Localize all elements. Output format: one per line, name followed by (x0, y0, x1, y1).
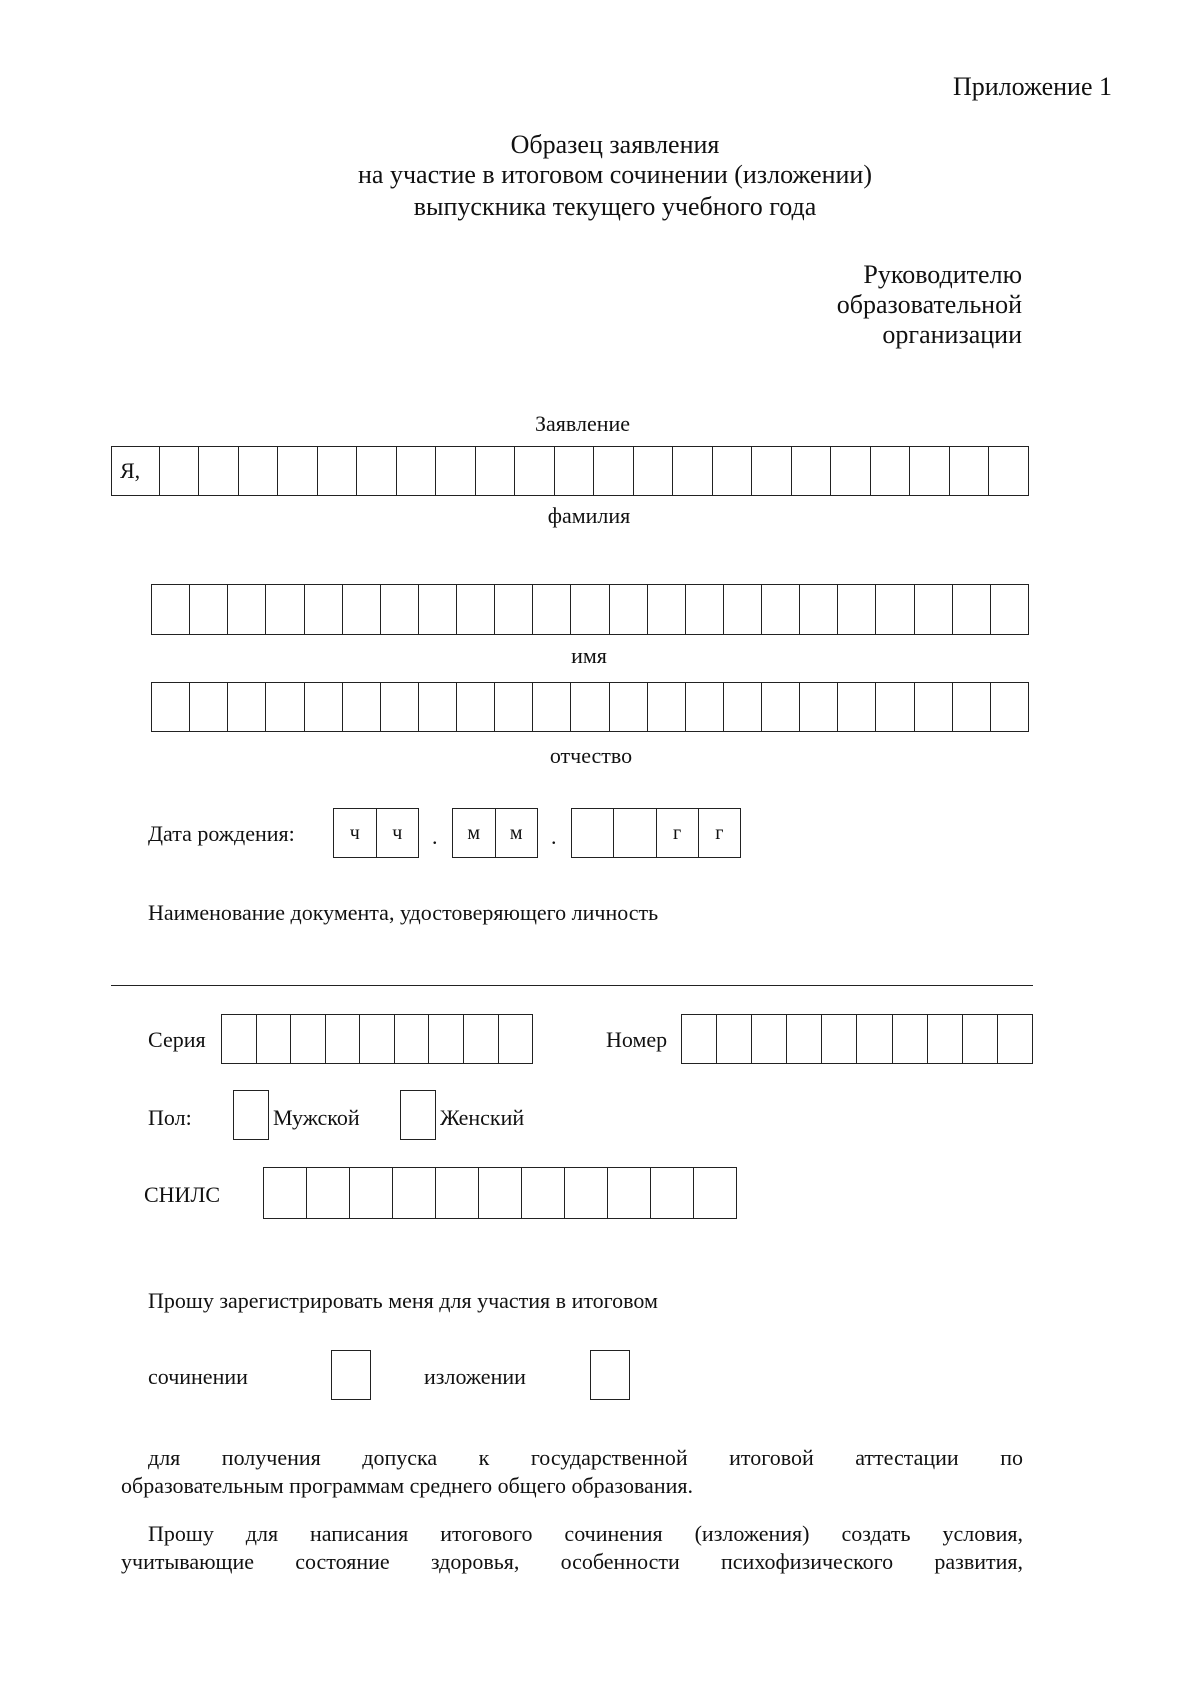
surname-cell[interactable] (792, 447, 832, 495)
application-heading: Заявление (534, 411, 631, 436)
patronymic-cell[interactable] (305, 683, 343, 731)
request-text: Прошу зарегистрировать меня для участия в итоговом (148, 1288, 658, 1313)
birth-year-cell[interactable]: г (657, 809, 699, 857)
addressee-line-3: организации (882, 320, 1022, 349)
series-cell[interactable] (222, 1015, 257, 1063)
patronymic-cell[interactable] (800, 683, 838, 731)
first-name-cell[interactable] (495, 585, 533, 634)
birth-month-cell[interactable]: м (496, 809, 539, 857)
birth-month-cells[interactable] (452, 808, 538, 858)
date-separator: . (432, 824, 438, 849)
first-name-cell[interactable] (381, 585, 419, 634)
conditions-paragraph-line-2: учитывающие состояние здоровья, особенности психофизического развития, (121, 1549, 1023, 1574)
admission-paragraph-line-2: образовательным программам среднего общего образования. (121, 1473, 693, 1498)
first-name-cell[interactable] (800, 585, 838, 634)
surname-cell[interactable] (713, 447, 753, 495)
first-name-cells[interactable] (151, 584, 1029, 635)
patronymic-cell[interactable] (991, 683, 1029, 731)
surname-cell[interactable] (752, 447, 792, 495)
series-cell[interactable] (464, 1015, 499, 1063)
surname-cell[interactable] (476, 447, 516, 495)
patronymic-cell[interactable] (686, 683, 724, 731)
form-title-line-3: выпускника текущего учебного года (413, 192, 817, 221)
surname-cell[interactable] (950, 447, 990, 495)
snils-cell[interactable] (651, 1168, 694, 1218)
series-cells[interactable] (221, 1014, 533, 1064)
snils-cell[interactable] (479, 1168, 522, 1218)
birth-day-cell[interactable]: ч (334, 809, 377, 857)
series-cell[interactable] (291, 1015, 326, 1063)
snils-cell[interactable] (436, 1168, 479, 1218)
conditions-paragraph-line-1: Прошу для написания итогового сочинения (изложения) создать условия, (148, 1521, 1023, 1546)
surname-caption: фамилия (547, 503, 631, 528)
snils-cell[interactable] (694, 1168, 737, 1218)
patronymic-cell[interactable] (457, 683, 495, 731)
gender-label: Пол: (148, 1105, 192, 1130)
surname-cell[interactable] (357, 447, 397, 495)
patronymic-cell[interactable] (266, 683, 304, 731)
first-name-cell[interactable] (915, 585, 953, 634)
patronymic-cell[interactable] (381, 683, 419, 731)
snils-cell[interactable] (565, 1168, 608, 1218)
number-cell[interactable] (717, 1015, 752, 1063)
first-name-cell[interactable] (724, 585, 762, 634)
number-cell[interactable] (822, 1015, 857, 1063)
number-cell[interactable] (893, 1015, 928, 1063)
series-cell[interactable] (429, 1015, 464, 1063)
first-name-cell[interactable] (457, 585, 495, 634)
first-name-cell[interactable] (610, 585, 648, 634)
patronymic-cell[interactable] (762, 683, 800, 731)
birth-year-cell[interactable] (572, 809, 614, 857)
id-document-label: Наименование документа, удостоверяющего личность (148, 900, 659, 925)
date-separator: . (551, 824, 557, 849)
form-title-line-1: Образец заявления (510, 130, 720, 159)
birth-year-cell[interactable]: г (699, 809, 741, 857)
birth-month-cell[interactable]: м (453, 809, 496, 857)
number-cell[interactable] (752, 1015, 787, 1063)
patronymic-caption: отчество (549, 743, 633, 768)
series-cell[interactable] (499, 1015, 534, 1063)
id-document-line[interactable] (111, 985, 1033, 986)
surname-cell[interactable] (160, 447, 200, 495)
surname-cell[interactable] (515, 447, 555, 495)
male-checkbox[interactable] (233, 1090, 269, 1140)
patronymic-cell[interactable] (724, 683, 762, 731)
number-cell[interactable] (928, 1015, 963, 1063)
snils-cell[interactable] (307, 1168, 350, 1218)
surname-cell[interactable] (436, 447, 476, 495)
series-cell[interactable] (326, 1015, 361, 1063)
snils-cell[interactable] (393, 1168, 436, 1218)
series-cell[interactable] (395, 1015, 430, 1063)
number-label: Номер (606, 1027, 668, 1052)
first-name-caption: имя (571, 643, 607, 668)
addressee-line-2: образовательной (836, 290, 1022, 319)
birth-day-cell[interactable]: ч (377, 809, 420, 857)
number-cell[interactable] (963, 1015, 998, 1063)
first-name-cell[interactable] (419, 585, 457, 634)
essay-checkbox[interactable] (331, 1350, 371, 1400)
form-title-line-2: на участие в итоговом сочинении (изложении) (358, 160, 872, 189)
surname-cell[interactable] (910, 447, 950, 495)
patronymic-cell[interactable] (533, 683, 571, 731)
number-cell[interactable] (857, 1015, 892, 1063)
patronymic-cell[interactable] (838, 683, 876, 731)
patronymic-cell[interactable] (876, 683, 914, 731)
surname-cell[interactable] (989, 447, 1029, 495)
addressee-line-1: Руководителю (863, 260, 1022, 289)
series-cell[interactable] (360, 1015, 395, 1063)
birth-year-cell[interactable] (614, 809, 656, 857)
essay-option-label: сочинении (148, 1364, 248, 1389)
snils-cell[interactable] (608, 1168, 651, 1218)
first-name-cell[interactable] (343, 585, 381, 634)
surname-cell[interactable] (594, 447, 634, 495)
birth-date-label: Дата рождения: (148, 821, 295, 846)
surname-cell[interactable] (318, 447, 358, 495)
patronymic-cell[interactable] (152, 683, 190, 731)
patronymic-cell[interactable] (571, 683, 609, 731)
summary-checkbox[interactable] (590, 1350, 630, 1400)
patronymic-cells[interactable] (151, 682, 1029, 732)
patronymic-cell[interactable] (953, 683, 991, 731)
snils-cell[interactable] (350, 1168, 393, 1218)
patronymic-cell[interactable] (915, 683, 953, 731)
snils-cell[interactable] (264, 1168, 307, 1218)
admission-paragraph-line-1: для получения допуска к государственной итоговой аттестации по (148, 1445, 1023, 1470)
first-name-cell[interactable] (762, 585, 800, 634)
first-name-cell[interactable] (571, 585, 609, 634)
number-cells[interactable] (681, 1014, 1033, 1064)
snils-cell[interactable] (522, 1168, 565, 1218)
male-option-label: Мужской (273, 1105, 360, 1130)
first-name-cell[interactable] (838, 585, 876, 634)
first-name-cell[interactable] (266, 585, 304, 634)
number-cell[interactable] (998, 1015, 1033, 1063)
surname-cell[interactable] (397, 447, 437, 495)
surname-cell[interactable] (831, 447, 871, 495)
first-name-cell[interactable] (648, 585, 686, 634)
patronymic-cell[interactable] (495, 683, 533, 731)
series-cell[interactable] (257, 1015, 292, 1063)
number-cell[interactable] (787, 1015, 822, 1063)
series-label: Серия (148, 1027, 206, 1052)
patronymic-cell[interactable] (610, 683, 648, 731)
surname-cell[interactable] (871, 447, 911, 495)
patronymic-cell[interactable] (343, 683, 381, 731)
patronymic-cell[interactable] (648, 683, 686, 731)
surname-cell[interactable] (199, 447, 239, 495)
snils-label: СНИЛС (144, 1182, 221, 1207)
number-cell[interactable] (682, 1015, 717, 1063)
first-name-cell[interactable] (152, 585, 190, 634)
first-name-cell[interactable] (876, 585, 914, 634)
surname-cells[interactable] (111, 446, 1029, 496)
female-checkbox[interactable] (400, 1090, 436, 1140)
birth-day-cells[interactable] (333, 808, 419, 858)
first-name-cell[interactable] (190, 585, 228, 634)
first-name-cell[interactable] (991, 585, 1029, 634)
first-name-cell[interactable] (533, 585, 571, 634)
first-name-cell[interactable] (686, 585, 724, 634)
patronymic-cell[interactable] (419, 683, 457, 731)
surname-cell[interactable] (239, 447, 279, 495)
first-name-cell[interactable] (228, 585, 266, 634)
birth-year-cells[interactable] (571, 808, 741, 858)
first-name-cell[interactable] (305, 585, 343, 634)
name-prefix: Я, (112, 447, 160, 495)
annex-label: Приложение 1 (952, 72, 1112, 101)
summary-option-label: изложении (424, 1364, 526, 1389)
snils-cells[interactable] (263, 1167, 737, 1219)
surname-cell[interactable] (634, 447, 674, 495)
patronymic-cell[interactable] (228, 683, 266, 731)
surname-cell[interactable] (278, 447, 318, 495)
female-option-label: Женский (440, 1105, 525, 1130)
surname-cell[interactable] (555, 447, 595, 495)
surname-cell[interactable] (673, 447, 713, 495)
patronymic-cell[interactable] (190, 683, 228, 731)
first-name-cell[interactable] (953, 585, 991, 634)
